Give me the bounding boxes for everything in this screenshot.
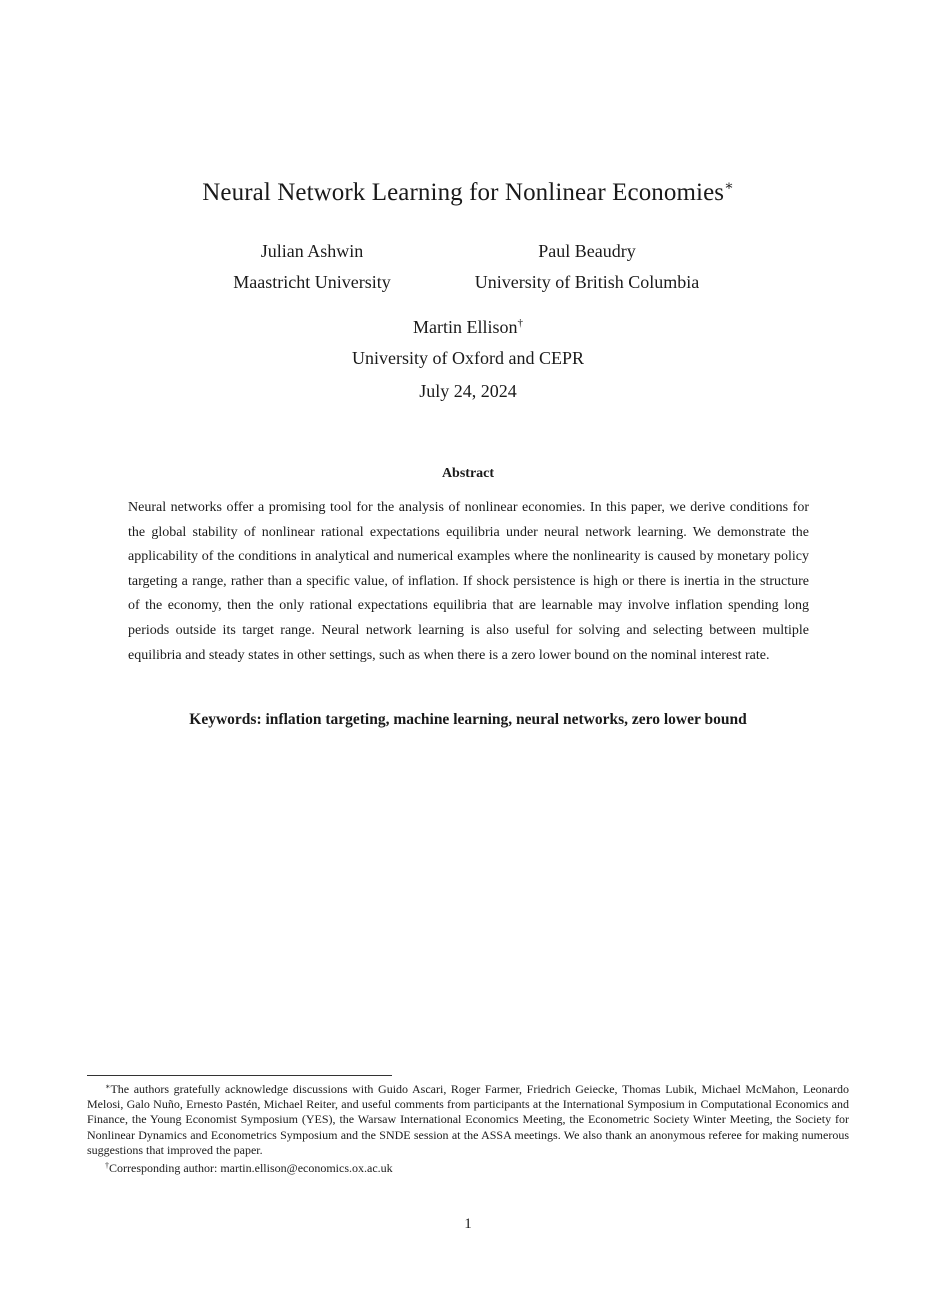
- keywords: Keywords: inflation targeting, machine learning, neural networks, zero lower bound: [189, 711, 747, 728]
- footnote-text: Corresponding author: martin.ellison@economics.ox.ac.uk: [109, 1161, 393, 1176]
- page-number: 1: [464, 1216, 472, 1232]
- title-footnote-mark: ∗: [724, 179, 734, 194]
- footnote-rule: [87, 1075, 392, 1076]
- author-affiliation: University of British Columbia: [474, 272, 700, 292]
- paper-title: [0, 178, 936, 207]
- author-block-3: [0, 308, 936, 374]
- author-block-2: [452, 236, 722, 298]
- footnote-mark: †: [105, 1161, 109, 1171]
- author-name: Paul Beaudry: [538, 241, 636, 261]
- author-block-1: [212, 236, 412, 298]
- abstract-heading: Abstract: [441, 466, 495, 481]
- author-name: Martin Ellison: [413, 317, 518, 337]
- footnotes: [87, 1079, 849, 1176]
- author-name-row: [0, 308, 936, 343]
- footnote-1: [87, 1079, 849, 1158]
- author-affiliation: Maastricht University: [233, 272, 391, 292]
- author-footnote-mark: †: [517, 317, 523, 329]
- footnote-mark: ∗: [105, 1082, 111, 1091]
- author-affiliation: University of Oxford and CEPR: [352, 348, 584, 368]
- title-text: Neural Network Learning for Nonlinear Economies: [202, 179, 725, 206]
- author-name: Julian Ashwin: [260, 241, 364, 261]
- abstract-text: Neural networks offer a promising tool for the analysis of nonlinear economies. In this paper, we derive conditions for the global stability of nonlinear rational expectations equilibria under neural network learning. We demonstrate the applicability of the conditions in analytical and numerical examples where the nonlinearity is caused by monetary policy targeting a range, rather than a specific value, of inflation. If shock persistence is high or there is inertia in the structure of the economy, then the only rational expectations equilibria that are learnable may involve inflation spending long periods outside its target range. Neural network learning is also useful for solving and selecting between multiple equilibria and steady states in other settings, such as when there is a zero lower bound on the nominal interest rate.: [128, 500, 809, 663]
- footnote-2: [87, 1158, 849, 1176]
- footnote-text: The authors gratefully acknowledge discussions with Guido Ascari, Roger Farmer, Friedrich Geiecke, Thomas Lubik, Michael McMahon, Leonardo Melosi, Galo Nuño, Ernesto Pastén, Michael Reiter, and useful comments from participants at the International Symposium in Computational Economics and Finance, the Young Economist Symposium (YES), the Warsaw International Economics Meeting, the Econometric Society Winter Meeting, the Society for Nonlinear Dynamics and Econometrics Symposium and the SNDE session at the ASSA meetings. We also thank an anonymous referee for making numerous suggestions that improved the paper.: [87, 1082, 849, 1157]
- paper-date: July 24, 2024: [419, 381, 517, 401]
